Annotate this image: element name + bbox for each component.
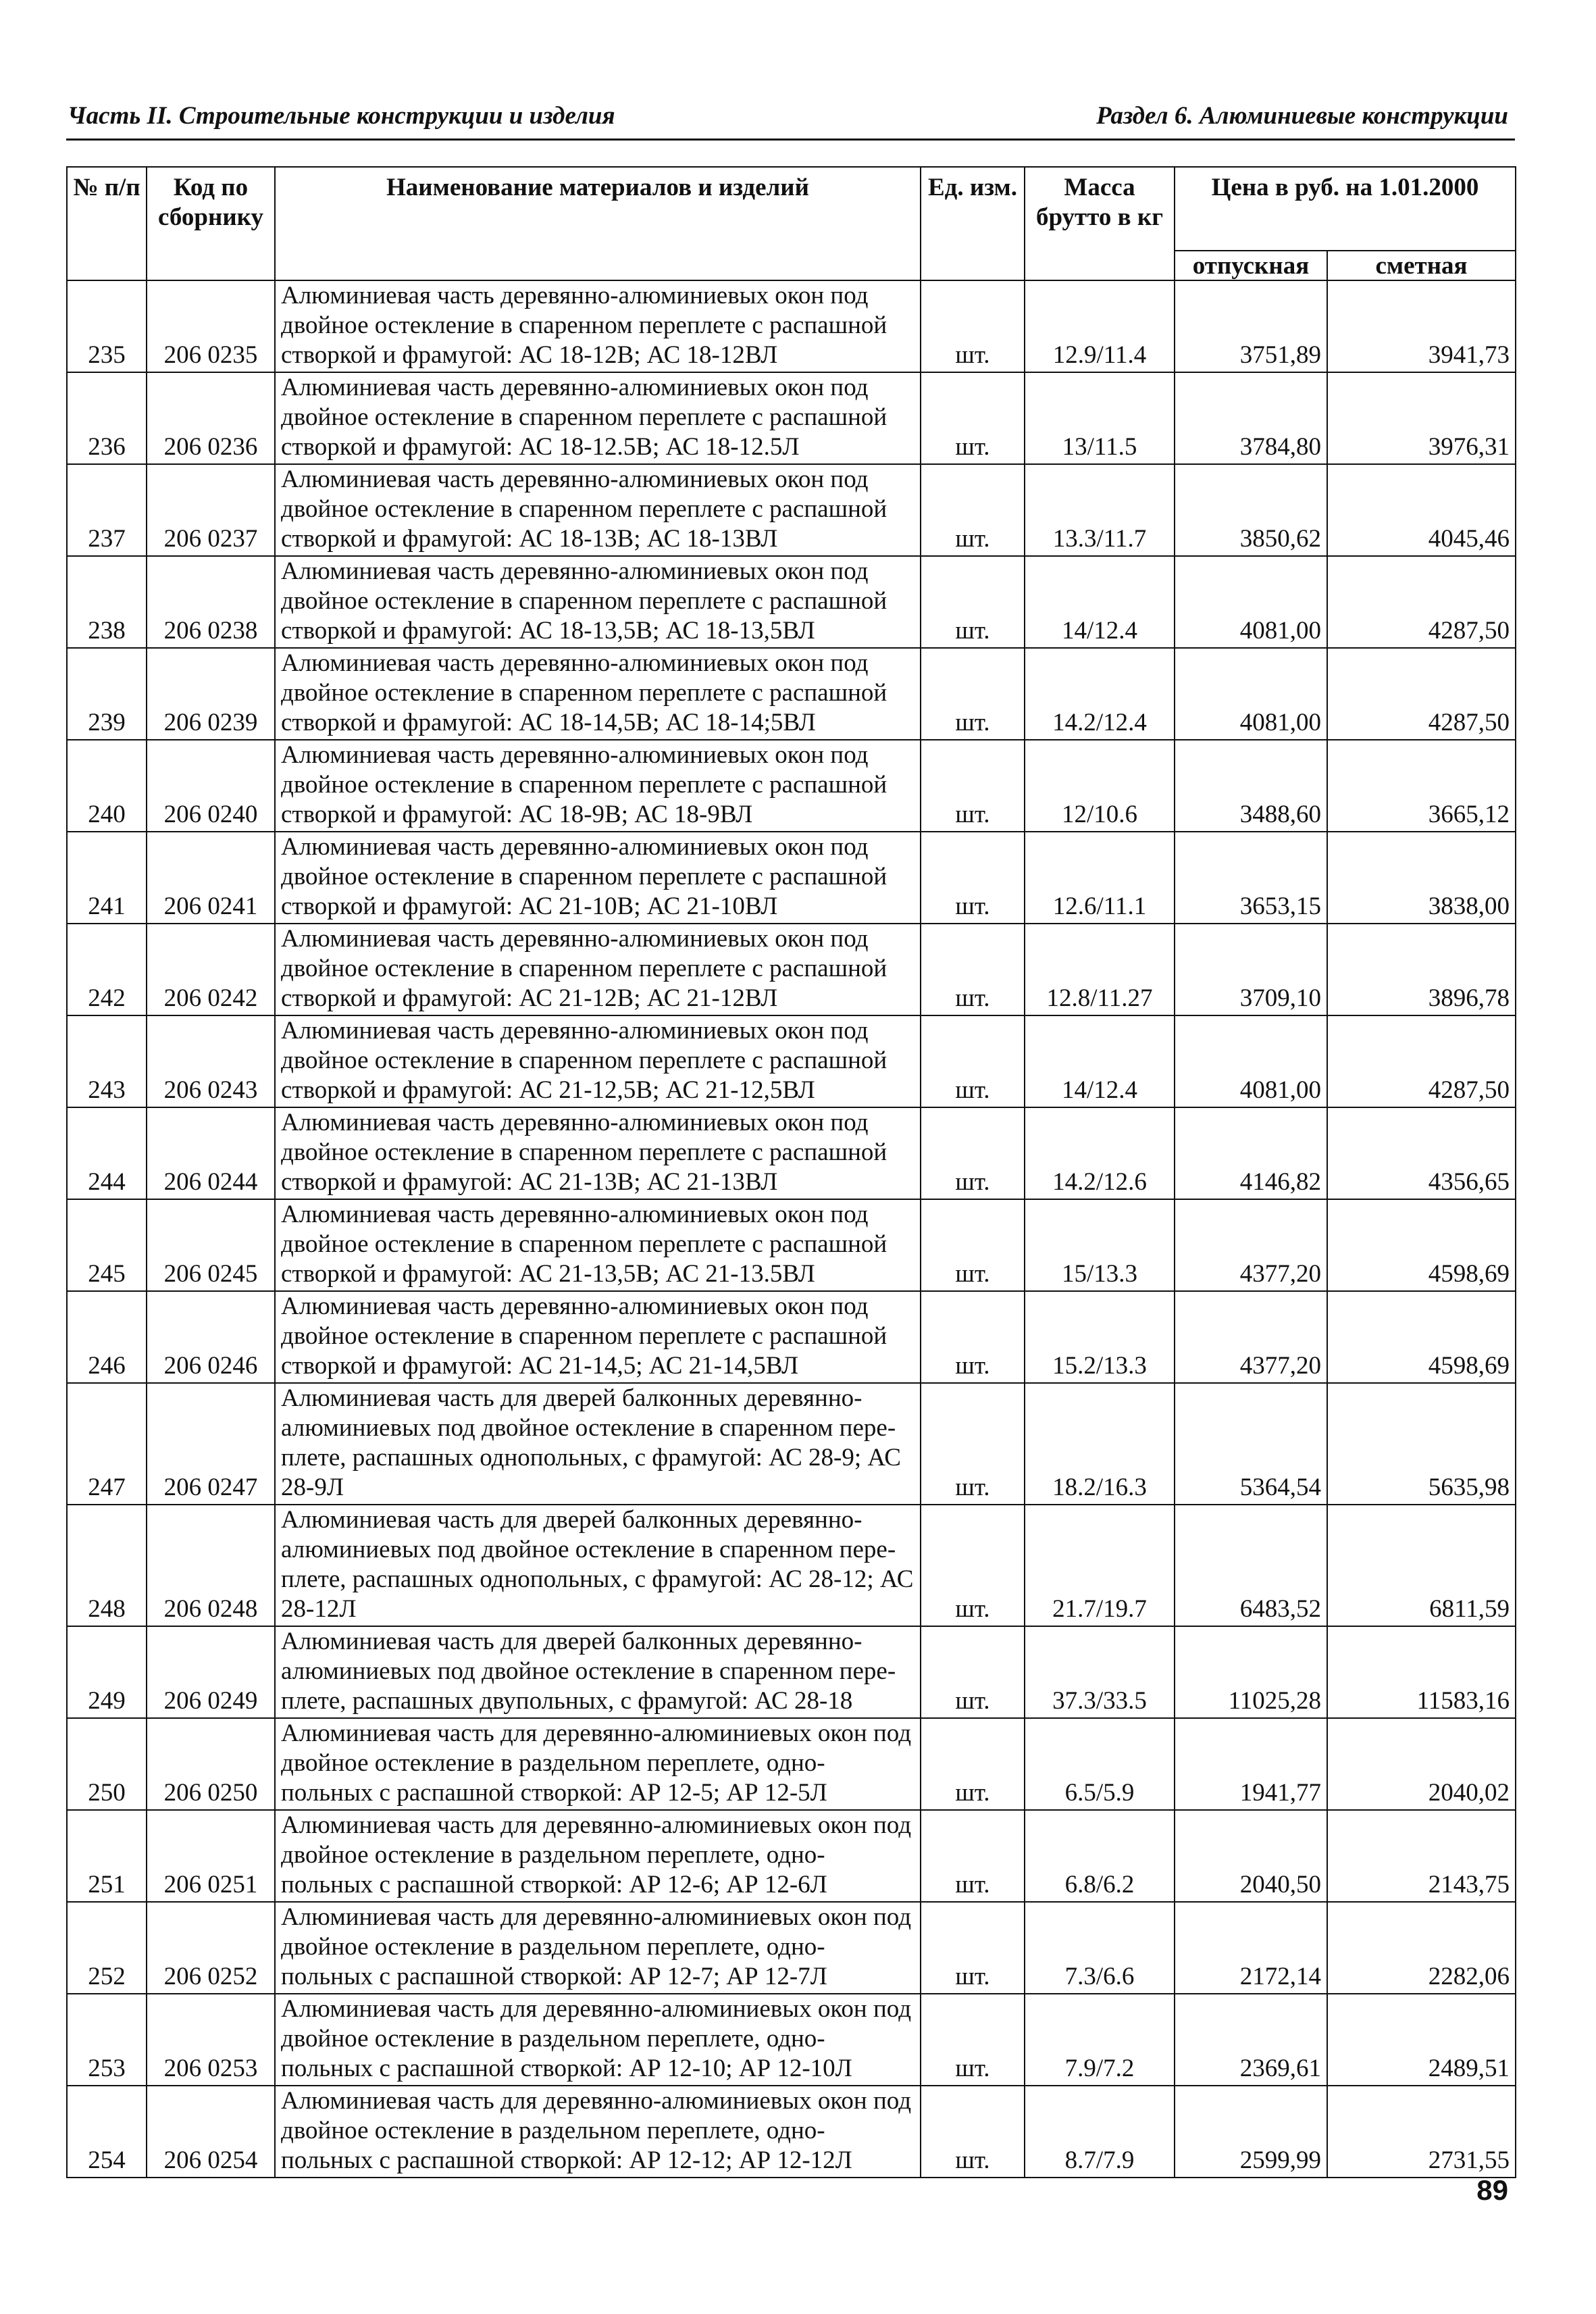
cell-num: 235 — [67, 280, 147, 372]
cell-mass: 14.2/12.4 — [1025, 648, 1175, 740]
table-row — [67, 832, 1516, 924]
table-row — [67, 1505, 1516, 1626]
cell-price-sale: 3751,89 — [1175, 280, 1327, 372]
cell-unit: шт. — [921, 2086, 1025, 2178]
cell-price-sale: 4081,00 — [1175, 556, 1327, 648]
cell-name: Алюминиевая часть деревянно-алюминиевых окон под двойное остекление в спаренном переплете с распашной створкой и фрамугой: АС 21-13В; АС 21-13ВЛ — [275, 1107, 921, 1199]
table-row — [67, 1626, 1516, 1718]
cell-price-sale: 2040,50 — [1175, 1810, 1327, 1902]
cell-price-sale: 3653,15 — [1175, 832, 1327, 924]
cell-mass: 8.7/7.9 — [1025, 2086, 1175, 2178]
cell-price-est: 4287,50 — [1327, 1015, 1516, 1107]
cell-price-est: 3838,00 — [1327, 832, 1516, 924]
table-row — [67, 740, 1516, 832]
cell-code: 206 0248 — [147, 1505, 275, 1626]
cell-name: Алюминиевая часть деревянно-алюминиевых окон под двойное остекление в спаренном переплете с распашной створкой и фрамугой: АС 21-12В; АС 21-12ВЛ — [275, 924, 921, 1015]
table-row — [67, 1902, 1516, 1994]
table-row — [67, 464, 1516, 556]
cell-num: 246 — [67, 1291, 147, 1383]
cell-code: 206 0243 — [147, 1015, 275, 1107]
cell-name: Алюминиевая часть для дверей балконных деревянно-алюминиевых под двойное остекление в спаренном пере-плете, распашных однопольных, с фрамугой: АС 28-9; АС 28-9Л — [275, 1383, 921, 1505]
cell-price-sale: 4081,00 — [1175, 1015, 1327, 1107]
cell-num: 237 — [67, 464, 147, 556]
cell-unit: шт. — [921, 832, 1025, 924]
cell-mass: 12.9/11.4 — [1025, 280, 1175, 372]
cell-num: 241 — [67, 832, 147, 924]
cell-num: 242 — [67, 924, 147, 1015]
table-row — [67, 372, 1516, 464]
cell-price-est: 6811,59 — [1327, 1505, 1516, 1626]
running-header-section: Раздел 6. Алюминиевые конструкции — [1096, 102, 1508, 130]
table-header — [67, 167, 1516, 280]
col-unit-header: Ед. изм. — [921, 167, 1025, 280]
table-body — [67, 280, 1516, 2178]
cell-price-est: 4287,50 — [1327, 648, 1516, 740]
cell-name: Алюминиевая часть деревянно-алюминиевых окон под двойное остекление в спаренном переплете с распашной створкой и фрамугой: АС 18-13,5В; АС 18-13,5ВЛ — [275, 556, 921, 648]
cell-price-est: 4287,50 — [1327, 556, 1516, 648]
cell-price-sale: 2599,99 — [1175, 2086, 1327, 2178]
cell-unit: шт. — [921, 1994, 1025, 2086]
cell-price-est: 2040,02 — [1327, 1718, 1516, 1810]
cell-name: Алюминиевая часть для деревянно-алюминиевых окон под двойное остекление в раздельном переплете, одно-польных с распашной створкой: АР 12-12; АР 12-12Л — [275, 2086, 921, 2178]
cell-code: 206 0245 — [147, 1199, 275, 1291]
cell-price-sale: 4081,00 — [1175, 648, 1327, 740]
col-price-est-header: сметная — [1327, 251, 1516, 280]
cell-code: 206 0249 — [147, 1626, 275, 1718]
cell-price-est: 4598,69 — [1327, 1291, 1516, 1383]
cell-code: 206 0241 — [147, 832, 275, 924]
cell-code: 206 0239 — [147, 648, 275, 740]
cell-price-sale: 4377,20 — [1175, 1199, 1327, 1291]
table-row — [67, 1810, 1516, 1902]
table-row — [67, 1291, 1516, 1383]
cell-num: 254 — [67, 2086, 147, 2178]
cell-mass: 37.3/33.5 — [1025, 1626, 1175, 1718]
cell-mass: 6.5/5.9 — [1025, 1718, 1175, 1810]
table-row — [67, 2086, 1516, 2178]
cell-num: 240 — [67, 740, 147, 832]
table-row — [67, 1383, 1516, 1505]
cell-name: Алюминиевая часть для деревянно-алюминиевых окон под двойное остекление в раздельном переплете, одно-польных с распашной створкой: АР 12-10; АР 12-10Л — [275, 1994, 921, 2086]
cell-price-sale: 4377,20 — [1175, 1291, 1327, 1383]
cell-code: 206 0242 — [147, 924, 275, 1015]
cell-unit: шт. — [921, 556, 1025, 648]
cell-code: 206 0236 — [147, 372, 275, 464]
cell-mass: 13.3/11.7 — [1025, 464, 1175, 556]
cell-mass: 15.2/13.3 — [1025, 1291, 1175, 1383]
cell-code: 206 0253 — [147, 1994, 275, 2086]
cell-num: 243 — [67, 1015, 147, 1107]
cell-price-est: 5635,98 — [1327, 1383, 1516, 1505]
cell-mass: 12.8/11.27 — [1025, 924, 1175, 1015]
cell-num: 252 — [67, 1902, 147, 1994]
cell-unit: шт. — [921, 1902, 1025, 1994]
col-name-header: Наименование материалов и изделий — [275, 167, 921, 280]
price-table — [66, 166, 1516, 2178]
cell-unit: шт. — [921, 740, 1025, 832]
cell-price-est: 2282,06 — [1327, 1902, 1516, 1994]
cell-mass: 14/12.4 — [1025, 556, 1175, 648]
cell-price-sale: 5364,54 — [1175, 1383, 1327, 1505]
cell-unit: шт. — [921, 1015, 1025, 1107]
cell-mass: 12.6/11.1 — [1025, 832, 1175, 924]
cell-price-sale: 3850,62 — [1175, 464, 1327, 556]
cell-unit: шт. — [921, 1291, 1025, 1383]
cell-unit: шт. — [921, 1107, 1025, 1199]
col-code-header: Код по сборнику — [147, 167, 275, 280]
cell-name: Алюминиевая часть деревянно-алюминиевых окон под двойное остекление в спаренном переплете с распашной створкой и фрамугой: АС 21-13,5В; АС 21-13.5ВЛ — [275, 1199, 921, 1291]
cell-num: 250 — [67, 1718, 147, 1810]
cell-unit: шт. — [921, 1199, 1025, 1291]
cell-price-sale: 4146,82 — [1175, 1107, 1327, 1199]
cell-num: 253 — [67, 1994, 147, 2086]
table-row — [67, 1015, 1516, 1107]
header-rule — [66, 139, 1515, 141]
cell-mass: 18.2/16.3 — [1025, 1383, 1175, 1505]
cell-unit: шт. — [921, 1718, 1025, 1810]
cell-mass: 21.7/19.7 — [1025, 1505, 1175, 1626]
cell-price-sale: 1941,77 — [1175, 1718, 1327, 1810]
cell-price-est: 4598,69 — [1327, 1199, 1516, 1291]
cell-name: Алюминиевая часть для дверей балконных деревянно-алюминиевых под двойное остекление в спаренном пере-плете, распашных двупольных, с фрамугой: АС 28-18 — [275, 1626, 921, 1718]
cell-name: Алюминиевая часть для деревянно-алюминиевых окон под двойное остекление в раздельном переплете, одно-польных с распашной створкой: АР 12-5; АР 12-5Л — [275, 1718, 921, 1810]
cell-mass: 7.3/6.6 — [1025, 1902, 1175, 1994]
running-header-part: Часть II. Строительные конструкции и изделия — [68, 102, 615, 130]
cell-unit: шт. — [921, 648, 1025, 740]
cell-price-est: 3896,78 — [1327, 924, 1516, 1015]
cell-mass: 12/10.6 — [1025, 740, 1175, 832]
cell-mass: 15/13.3 — [1025, 1199, 1175, 1291]
cell-code: 206 0235 — [147, 280, 275, 372]
cell-price-sale: 2172,14 — [1175, 1902, 1327, 1994]
table-row — [67, 1107, 1516, 1199]
cell-price-est: 3665,12 — [1327, 740, 1516, 832]
cell-price-sale: 3784,80 — [1175, 372, 1327, 464]
cell-code: 206 0237 — [147, 464, 275, 556]
cell-mass: 14/12.4 — [1025, 1015, 1175, 1107]
cell-price-est: 2489,51 — [1327, 1994, 1516, 2086]
cell-price-est: 2731,55 — [1327, 2086, 1516, 2178]
cell-unit: шт. — [921, 372, 1025, 464]
cell-code: 206 0250 — [147, 1718, 275, 1810]
cell-price-est: 4356,65 — [1327, 1107, 1516, 1199]
cell-num: 247 — [67, 1383, 147, 1505]
table-row — [67, 924, 1516, 1015]
cell-unit: шт. — [921, 464, 1025, 556]
cell-code: 206 0238 — [147, 556, 275, 648]
cell-code: 206 0246 — [147, 1291, 275, 1383]
cell-price-est: 4045,46 — [1327, 464, 1516, 556]
cell-price-sale: 3709,10 — [1175, 924, 1327, 1015]
cell-price-sale: 3488,60 — [1175, 740, 1327, 832]
cell-price-sale: 2369,61 — [1175, 1994, 1327, 2086]
cell-name: Алюминиевая часть деревянно-алюминиевых окон под двойное остекление в спаренном переплете с распашной створкой и фрамугой: АС 21-14,5; АС 21-14,5ВЛ — [275, 1291, 921, 1383]
cell-num: 249 — [67, 1626, 147, 1718]
cell-code: 206 0244 — [147, 1107, 275, 1199]
cell-code: 206 0252 — [147, 1902, 275, 1994]
cell-price-est: 11583,16 — [1327, 1626, 1516, 1718]
table-row — [67, 1199, 1516, 1291]
cell-unit: шт. — [921, 924, 1025, 1015]
col-price-sale-header: отпускная — [1175, 251, 1327, 280]
cell-name: Алюминиевая часть деревянно-алюминиевых окон под двойное остекление в спаренном переплете с распашной створкой и фрамугой: АС 21-10В; АС 21-10ВЛ — [275, 832, 921, 924]
cell-num: 251 — [67, 1810, 147, 1902]
cell-name: Алюминиевая часть деревянно-алюминиевых окон под двойное остекление в спаренном переплете с распашной створкой и фрамугой: АС 18-13В; АС 18-13ВЛ — [275, 464, 921, 556]
cell-name: Алюминиевая часть для деревянно-алюминиевых окон под двойное остекление в раздельном переплете, одно-польных с распашной створкой: АР 12-7; АР 12-7Л — [275, 1902, 921, 1994]
cell-name: Алюминиевая часть деревянно-алюминиевых окон под двойное остекление в спаренном переплете с распашной створкой и фрамугой: АС 18-9В; АС 18-9ВЛ — [275, 740, 921, 832]
cell-num: 245 — [67, 1199, 147, 1291]
cell-code: 206 0254 — [147, 2086, 275, 2178]
cell-num: 244 — [67, 1107, 147, 1199]
cell-name: Алюминиевая часть деревянно-алюминиевых окон под двойное остекление в спаренном переплете с распашной створкой и фрамугой: АС 21-12,5В; АС 21-12,5ВЛ — [275, 1015, 921, 1107]
cell-name: Алюминиевая часть для деревянно-алюминиевых окон под двойное остекление в раздельном переплете, одно-польных с распашной створкой: АР 12-6; АР 12-6Л — [275, 1810, 921, 1902]
col-num-header: № п/п — [67, 167, 147, 280]
cell-price-est: 3941,73 — [1327, 280, 1516, 372]
col-mass-header: Масса брутто в кг — [1025, 167, 1175, 280]
cell-price-est: 3976,31 — [1327, 372, 1516, 464]
cell-mass: 7.9/7.2 — [1025, 1994, 1175, 2086]
cell-name: Алюминиевая часть деревянно-алюминиевых окон под двойное остекление в спаренном переплете с распашной створкой и фрамугой: АС 18-14,5В; АС 18-14;5ВЛ — [275, 648, 921, 740]
cell-name: Алюминиевая часть деревянно-алюминиевых окон под двойное остекление в спаренном переплете с распашной створкой и фрамугой: АС 18-12В; АС 18-12ВЛ — [275, 280, 921, 372]
cell-price-sale: 6483,52 — [1175, 1505, 1327, 1626]
cell-mass: 14.2/12.6 — [1025, 1107, 1175, 1199]
cell-name: Алюминиевая часть для дверей балконных деревянно-алюминиевых под двойное остекление в спаренном пере-плете, распашных однопольных, с фрамугой: АС 28-12; АС 28-12Л — [275, 1505, 921, 1626]
cell-unit: шт. — [921, 1810, 1025, 1902]
cell-num: 248 — [67, 1505, 147, 1626]
cell-price-est: 2143,75 — [1327, 1810, 1516, 1902]
col-price-header: Цена в руб. на 1.01.2000 — [1175, 167, 1516, 251]
cell-code: 206 0240 — [147, 740, 275, 832]
table-row — [67, 556, 1516, 648]
cell-code: 206 0251 — [147, 1810, 275, 1902]
cell-name: Алюминиевая часть деревянно-алюминиевых окон под двойное остекление в спаренном переплете с распашной створкой и фрамугой: АС 18-12.5В; АС 18-12.5Л — [275, 372, 921, 464]
cell-mass: 6.8/6.2 — [1025, 1810, 1175, 1902]
cell-unit: шт. — [921, 280, 1025, 372]
cell-num: 239 — [67, 648, 147, 740]
cell-unit: шт. — [921, 1626, 1025, 1718]
cell-price-sale: 11025,28 — [1175, 1626, 1327, 1718]
cell-num: 238 — [67, 556, 147, 648]
table-row — [67, 1994, 1516, 2086]
table-row — [67, 648, 1516, 740]
cell-unit: шт. — [921, 1505, 1025, 1626]
cell-unit: шт. — [921, 1383, 1025, 1505]
table-row — [67, 280, 1516, 372]
cell-code: 206 0247 — [147, 1383, 275, 1505]
cell-num: 236 — [67, 372, 147, 464]
page-number: 89 — [1476, 2174, 1508, 2206]
cell-mass: 13/11.5 — [1025, 372, 1175, 464]
table-row — [67, 1718, 1516, 1810]
